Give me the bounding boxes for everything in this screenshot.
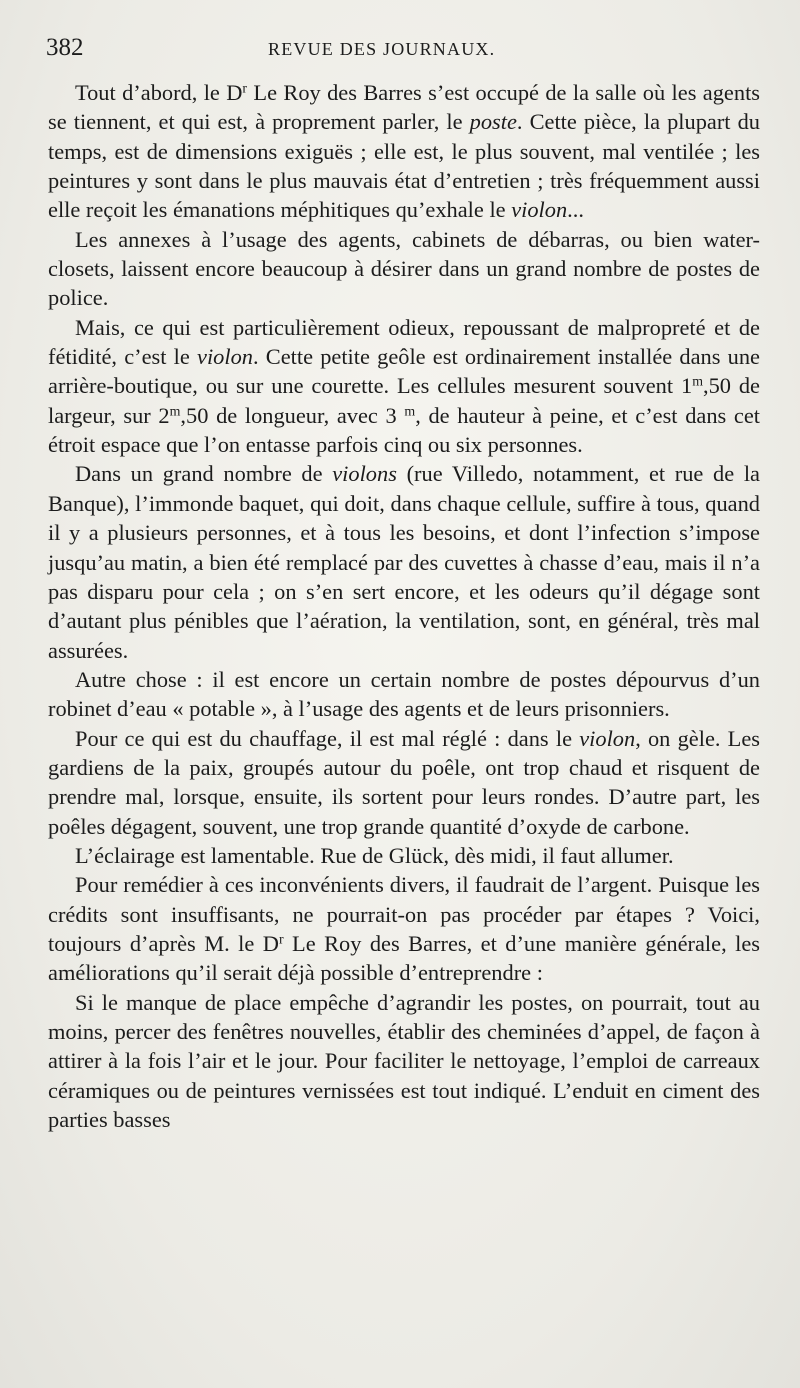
text-run: ,50 de largeur, sur 2	[48, 373, 760, 428]
text-run: . Cette petite geôle est ordinairement installée dans une arrière-boutique, ou sur une courette. Les cellules mesurent souvent 1	[48, 344, 760, 399]
paragraph	[48, 459, 760, 664]
text-run: ...	[567, 197, 584, 223]
paragraph	[48, 78, 760, 225]
text-run: , on gèle. Les gardiens de la paix, groupés autour du poêle, ont trop chaud et risquent de prendre mal, lorsque, ensuite, ils sortent pour leurs rondes. D’autre part, les poêles dégagent, souvent, une trop grande quantité d’oxyde de carbone.	[48, 725, 761, 839]
superscript: m	[692, 374, 703, 390]
paragraph	[48, 724, 760, 841]
italic-term: violons	[332, 461, 397, 487]
text-run: Dans un grand nombre de	[75, 461, 333, 487]
paragraph	[48, 665, 760, 724]
text-run: . Cette pièce, la plupart du temps, est de dimensions exiguës ; elle est, le plus souvent, mal ventilée ; les peintures y sont dans le plus mauvais état d’entretien ; très fréquemment aussi elle reçoit les émanations méphitiques qu’exhale le	[48, 109, 761, 223]
text-run: Si le manque de place empêche d’agrandir les postes, on pourrait, tout au moins, percer des fenêtres nouvelles, établir des cheminées d’appel, de façon à attirer à la fois l’air et le jour. Pour faciliter le nettoyage, l’emploi de carreaux céramiques ou de peintures vernissées est tout indiqué. L’enduit en ciment des parties basses	[48, 989, 760, 1133]
text-run: Autre chose : il est encore un certain nombre de postes dépourvus d’un robinet d’eau « potable », à l’usage des agents et de leurs prisonniers.	[48, 666, 760, 722]
italic-term: violon	[579, 725, 636, 751]
text-run: Le Roy des Barres, et d’une manière générale, les améliorations qu’il serait déjà possible d’entreprendre :	[48, 930, 760, 986]
text-run: Les annexes à l’usage des agents, cabinets de débarras, ou bien water-closets, laissent encore beaucoup à désirer dans un grand nombre de postes de police.	[48, 226, 760, 311]
paragraph	[48, 225, 760, 313]
page-number: 382	[46, 34, 84, 61]
italic-term: violon	[197, 344, 253, 370]
text-run: ,50 de longueur, avec 3	[180, 402, 405, 428]
paragraph	[48, 870, 760, 987]
text-run: Mais, ce qui est particulièrement odieux, repoussant de malpropreté et de fétidité, c’est le	[48, 314, 760, 370]
running-head	[46, 34, 760, 64]
paragraph	[48, 313, 760, 460]
superscript: m	[169, 404, 181, 420]
text-run: Pour ce qui est du chauffage, il est mal réglé : dans le	[75, 725, 580, 751]
journal-title: REVUE DES JOURNAUX.	[268, 39, 496, 59]
superscript: r	[242, 81, 248, 97]
text-run: Le Roy des Barres s’est occupé de la salle où les agents se tiennent, et qui est, à proprement parler, le	[48, 80, 760, 135]
text-run: Pour remédier à ces inconvénients divers, il faudrait de l’argent. Puisque les crédits sont insuffisants, ne pourrait-on pas procéder par étapes ? Voici, toujours d’après M. le D	[48, 872, 760, 956]
italic-term: poste	[469, 109, 517, 135]
text-run: L’éclairage est lamentable. Rue de Glück, dès midi, il faut allumer.	[75, 842, 674, 868]
text-run: , de hauteur à peine, et c’est dans cet étroit espace que l’on entasse parfois cinq ou six personnes.	[48, 402, 761, 458]
italic-term: violon	[511, 197, 568, 223]
text-run: (rue Villedo, notamment, et rue de la Banque), l’immonde baquet, qui doit, dans chaque cellule, suffire à tous, quand il y a plusieurs personnes, et à tous les besoins, et dont l’infection s’impose jusqu’au matin, a bien été remplacé par des cuvettes à chasse d’eau, mais il n’a pas disparu pour cela ; on s’en sert encore, et les odeurs qu’il dégage sont d’autant plus pénibles que l’aération, la ventilation, sont, en général, très mal assurées.	[48, 461, 760, 663]
article-body	[48, 78, 760, 1134]
text-run: Tout d’abord, le D	[75, 80, 243, 105]
superscript: r	[278, 932, 284, 948]
paragraph	[48, 841, 760, 870]
superscript: m	[404, 404, 416, 420]
paragraph	[48, 988, 760, 1135]
